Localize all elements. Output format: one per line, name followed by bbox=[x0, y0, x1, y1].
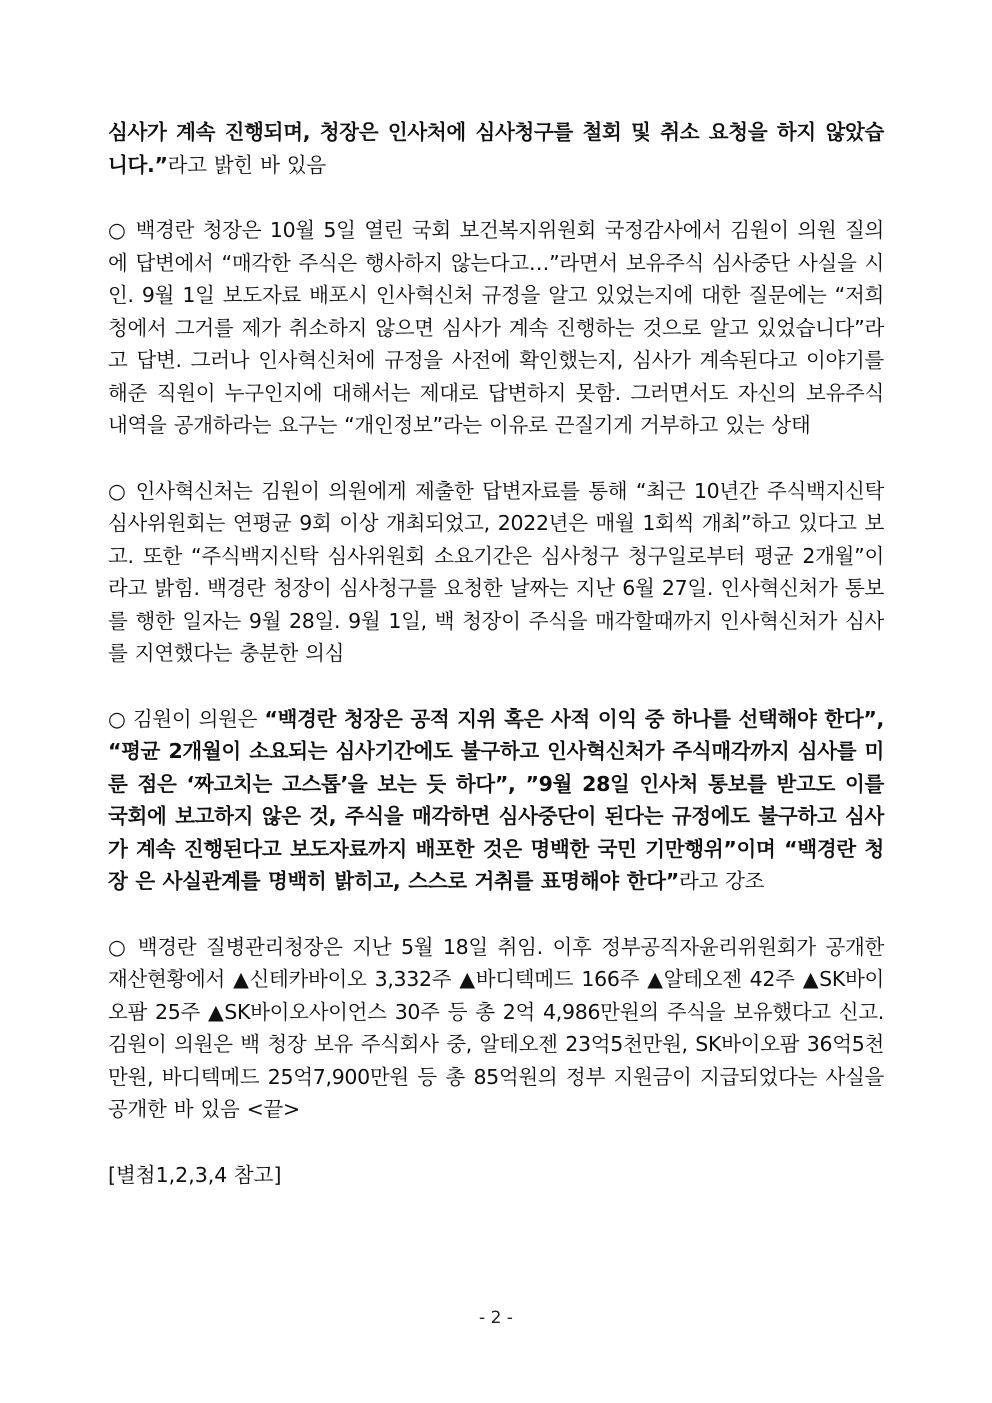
paragraph-3 bbox=[108, 475, 884, 670]
text-plain: ○ 백경란 청장은 10월 5일 열린 국회 보건복지위원회 국정감사에서 김원이 의원 질의에 답변에서 “매각한 주식은 행사하지 않는다고…”라면서 보유주식 심사중단 사실을 시인. 9월 1일 보도자료 배포시 인사혁신처 규정을 알고 있었는지에 대한 질문에는 “저희 청에서 그거를 제가 취소하지 않으면 심사가 계속 진행하는 것으로 알고 있었습니다”라고 답변. 그러나 인사혁신처에 규정을 사전에 확인했는지, 심사가 계속된다고 이야기를 해준 직원이 누구인지에 대해서는 제대로 답변하지 못함. 그러면서도 자신의 보유주식 내역을 공개하라는 요구는 “개인정보”라는 이유로 끈질기게 거부하고 있는 상태 bbox=[108, 218, 884, 437]
text-bold: 심사가 계속 진행되며, 청장은 인사처에 심사청구를 철회 및 취소 요청을 하지 않았습니다.” bbox=[108, 120, 884, 177]
text-plain: ○ 인사혁신처는 김원이 의원에게 제출한 답변자료를 통해 “최근 10년간 주식백지신탁 심사위원회는 연평균 9회 이상 개최되었고, 2022년은 매월 1회씩 개최”하고 있다고 보고. 또한 “주식백지신탁 심사위원회 소요기간은 심사청구 청구일로부터 평균 2개월”이라고 밝힘. 백경란 청장이 심사청구를 요청한 날짜는 지난 6월 27일. 인사혁신처가 통보를 행한 일자는 9월 28일. 9월 1일, 백 청장이 주식을 매각할때까지 인사혁신처가 심사를 지연했다는 충분한 의심 bbox=[108, 478, 884, 665]
paragraph-2 bbox=[108, 214, 884, 442]
paragraph-4 bbox=[108, 703, 884, 898]
document-body bbox=[108, 116, 884, 1211]
page-number: - 2 - bbox=[479, 1308, 513, 1328]
text-plain: ○ 김원이 의원은 bbox=[108, 706, 265, 731]
text-plain: 라고 강조 bbox=[678, 869, 765, 893]
text-plain: 라고 밝힌 바 있음 bbox=[167, 152, 326, 177]
attachment-note: [별첨1,2,3,4 참고] bbox=[108, 1162, 282, 1187]
paragraph-5 bbox=[108, 931, 884, 1126]
paragraph-1 bbox=[108, 116, 884, 181]
text-plain: ○ 백경란 질병관리청장은 지난 5월 18일 취임. 이후 정부공직자윤리위원회가 공개한 재산현황에서 ▲신테카바이오 3,332주 ▲바디텍메드 166주 ▲알테오젠 42주 ▲SK바이오팜 25주 ▲SK바이오사이언스 30주 등 총 2억 4,986만원의 주식을 보유했다고 신고. 김원이 의원은 백 청장 보유 주식회사 중, 알테오젠 23억5천만원, SK바이오팜 36억5천만원, 바디텍메드 25억7,900만원 등 총 85억원의 정부 지원금이 지급되었다는 사실을 공개한 바 있음 <끝> bbox=[108, 934, 884, 1121]
text-bold: “백경란 청장은 공적 지위 혹은 사적 이익 중 하나를 선택해야 한다”, “평균 2개월이 소요되는 심사기간에도 불구하고 인사혁신처가 주식매각까지 심사를 미룬 점은 ‘짜고치는 고스톱’을 보는 듯 하다”, ”9월 28일 인사처 통보를 받고도 이를 국회에 보고하지 않은 것, 주식을 매각하면 심사중단이 된다는 규정에도 불구하고 심사가 계속 진행된다고 보도자료까지 배포한 것은 명백한 국민 기만행위”이며 “백경란 청장 은 사실관계를 명백히 밝히고, 스스로 거취를 표명해야 한다” bbox=[108, 706, 884, 893]
